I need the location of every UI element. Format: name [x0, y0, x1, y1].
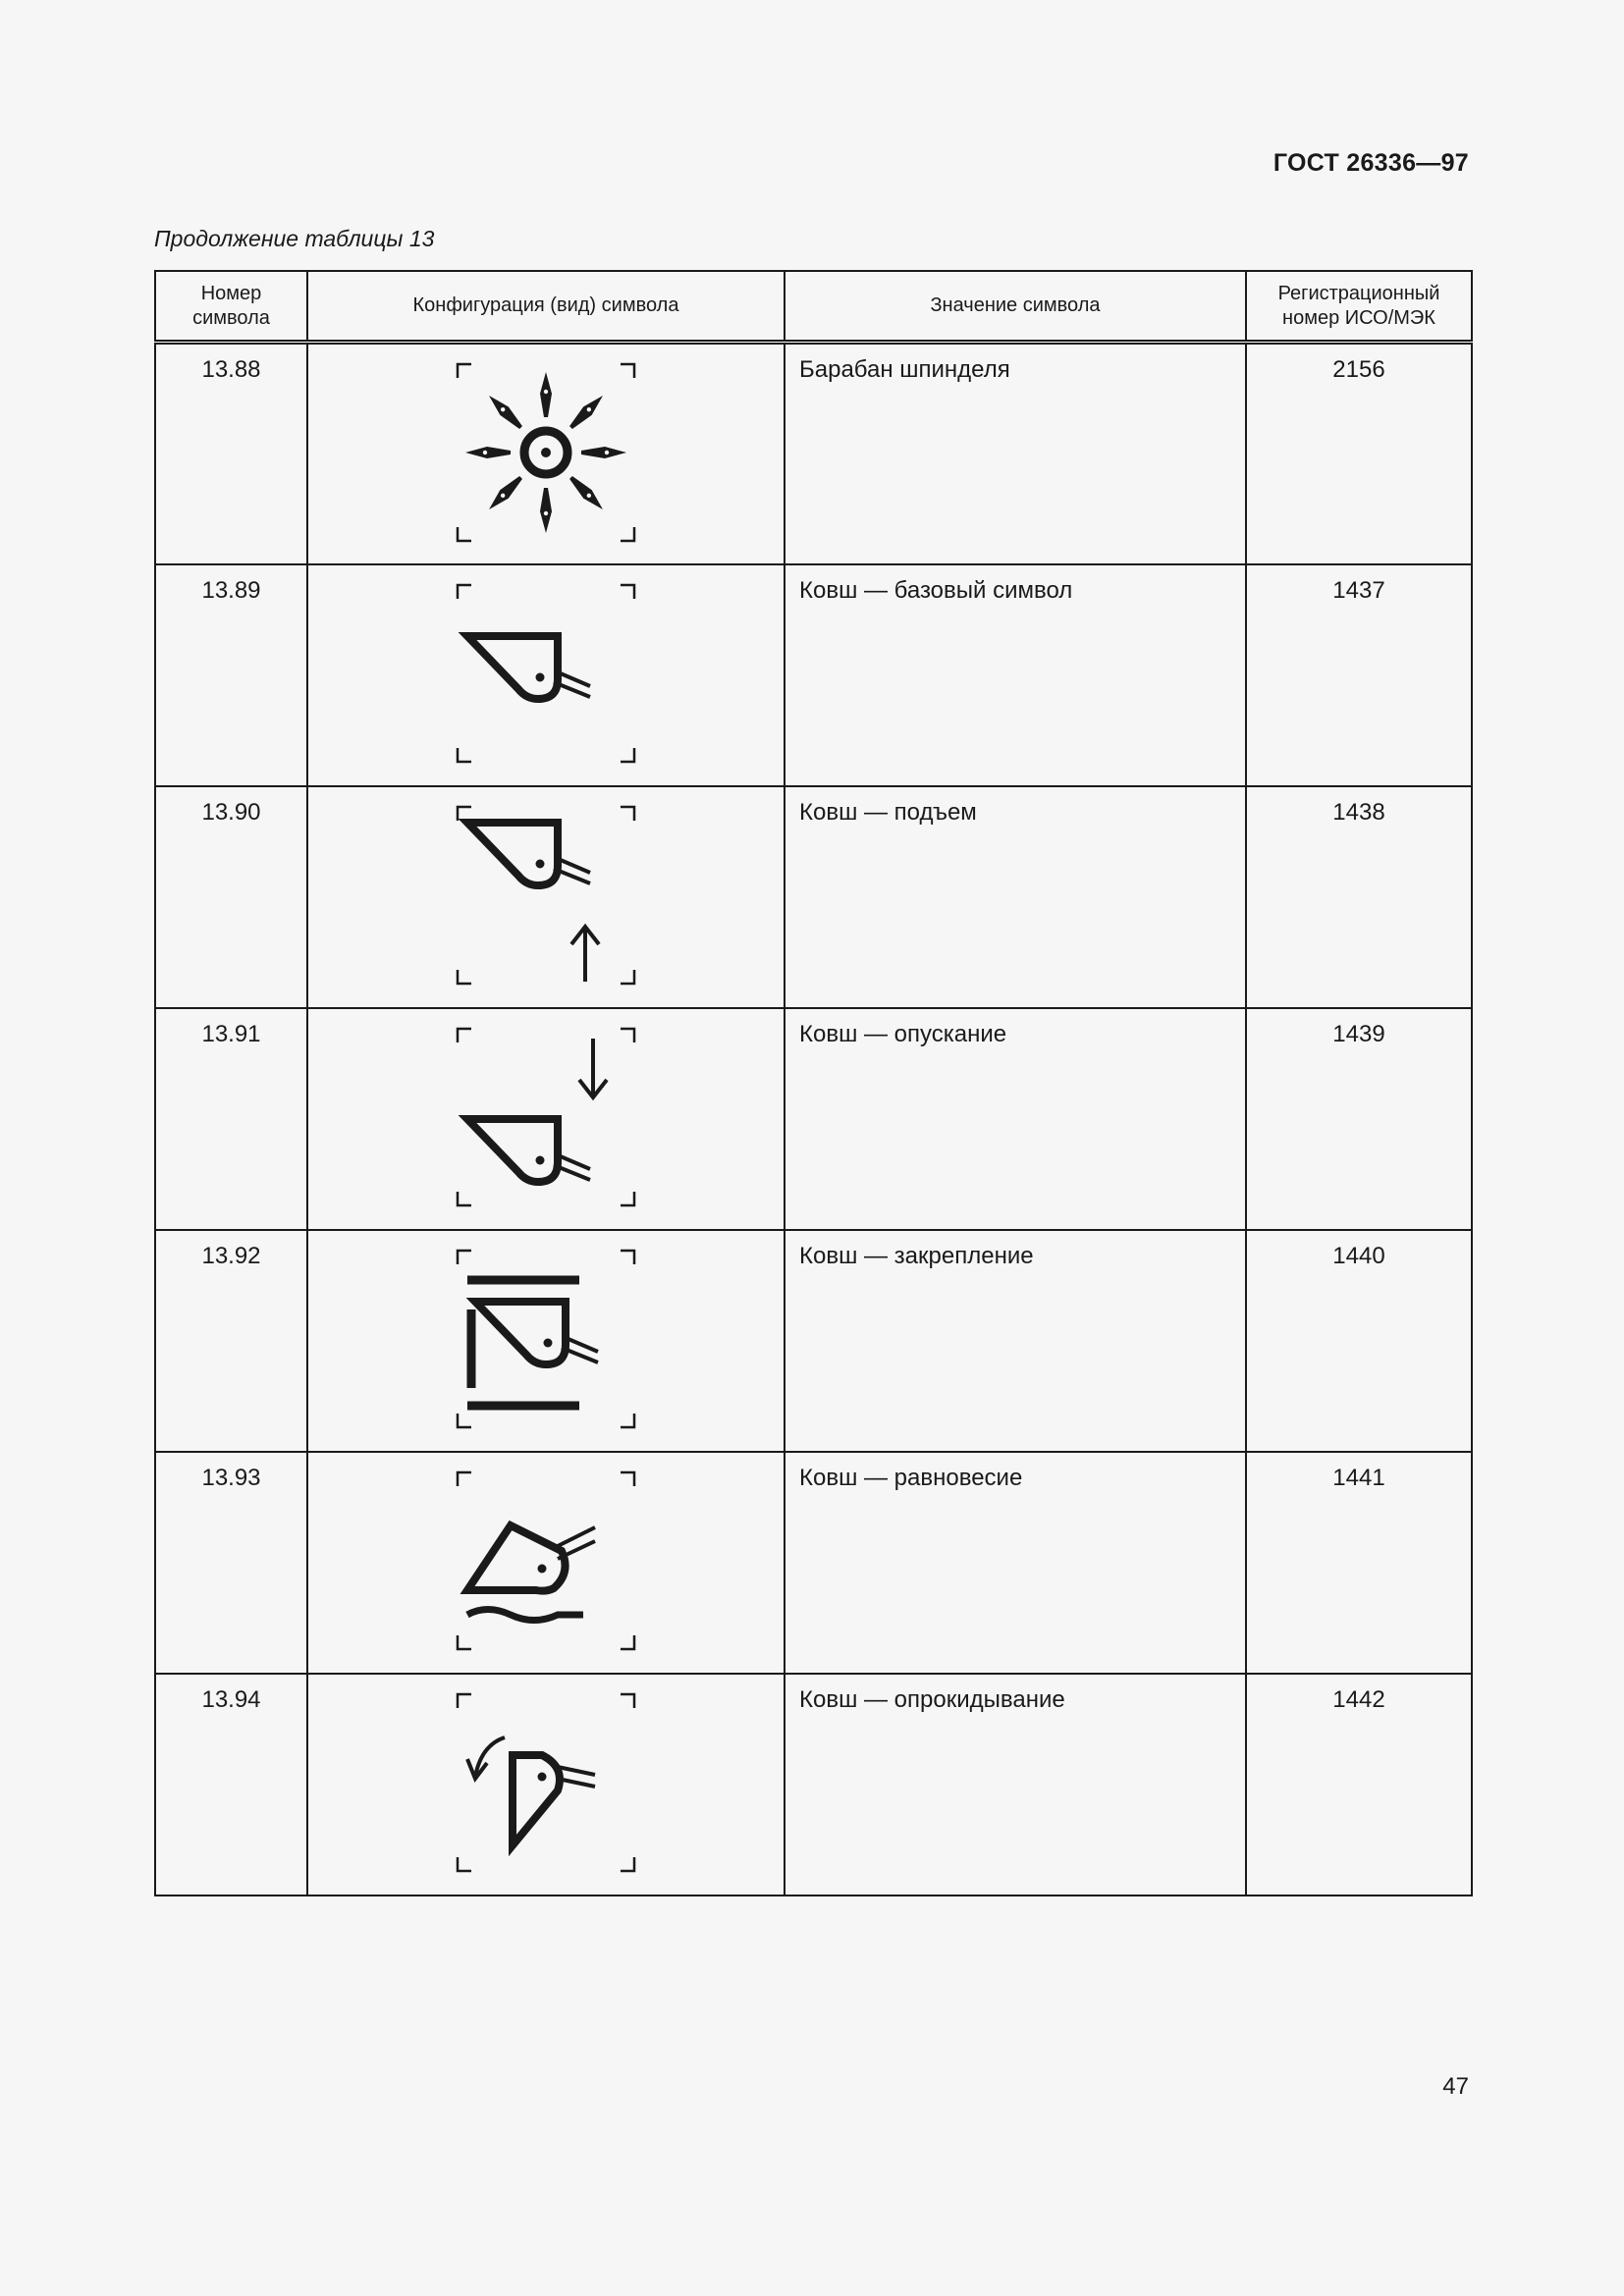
bucket-raise-icon — [448, 797, 644, 993]
symbol-number: 13.88 — [155, 343, 307, 564]
table-row — [155, 1230, 1472, 1452]
symbol-number: 13.92 — [155, 1230, 307, 1452]
column-header-symbol: Конфигурация (вид) символа — [307, 271, 785, 343]
table-row — [155, 1452, 1472, 1674]
table-header-row — [155, 271, 1472, 343]
table-row — [155, 343, 1472, 564]
registration-number: 1440 — [1246, 1230, 1472, 1452]
symbol-meaning: Ковш — подъем — [785, 786, 1246, 1008]
bucket-lower-icon — [448, 1019, 644, 1215]
column-header-reg: Регистрационный номер ИСО/МЭК — [1246, 271, 1472, 343]
column-header-number: Номер символа — [155, 271, 307, 343]
symbol-meaning: Ковш — опрокидывание — [785, 1674, 1246, 1896]
spindle-drum-icon — [448, 354, 644, 551]
table-row — [155, 1674, 1472, 1896]
page-number: 47 — [1442, 2073, 1469, 2100]
symbol-number: 13.90 — [155, 786, 307, 1008]
registration-number: 2156 — [1246, 343, 1472, 564]
symbols-table — [154, 270, 1473, 1896]
table-row — [155, 564, 1472, 786]
registration-number: 1439 — [1246, 1008, 1472, 1230]
table-caption: Продолжение таблицы 13 — [154, 226, 435, 251]
table-row — [155, 786, 1472, 1008]
symbol-meaning: Ковш — равновесие — [785, 1452, 1246, 1674]
table-row — [155, 1008, 1472, 1230]
bucket-basic-icon — [448, 575, 644, 772]
registration-number: 1438 — [1246, 786, 1472, 1008]
bucket-tip-icon — [448, 1684, 644, 1881]
bucket-lock-icon — [448, 1241, 644, 1437]
registration-number: 1441 — [1246, 1452, 1472, 1674]
symbol-meaning: Барабан шпинделя — [785, 343, 1246, 564]
registration-number: 1442 — [1246, 1674, 1472, 1896]
symbol-meaning: Ковш — закрепление — [785, 1230, 1246, 1452]
registration-number: 1437 — [1246, 564, 1472, 786]
symbol-meaning: Ковш — базовый символ — [785, 564, 1246, 786]
symbol-number: 13.89 — [155, 564, 307, 786]
column-header-meaning: Значение символа — [785, 271, 1246, 343]
symbol-number: 13.91 — [155, 1008, 307, 1230]
standard-number: ГОСТ 26336—97 — [1272, 149, 1469, 177]
bucket-balance-icon — [448, 1463, 644, 1659]
symbol-meaning: Ковш — опускание — [785, 1008, 1246, 1230]
symbol-number: 13.93 — [155, 1452, 307, 1674]
symbol-number: 13.94 — [155, 1674, 307, 1896]
